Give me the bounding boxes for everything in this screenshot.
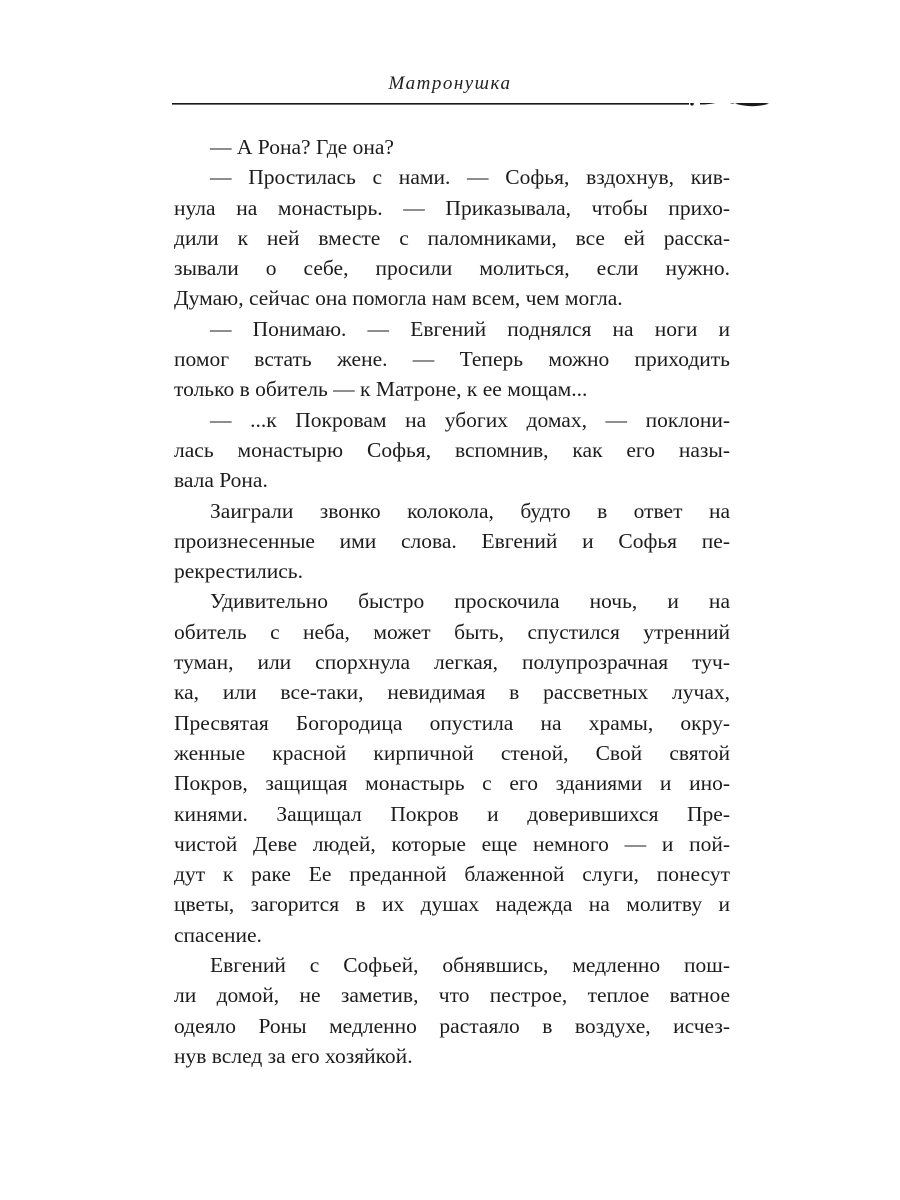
header-ornament-rule <box>172 103 772 121</box>
body-text-line: рекрестились. <box>174 559 303 584</box>
body-text-line: зывали о себе, просили молиться, если нужно. <box>174 256 730 281</box>
body-text-line: дили к ней вместе с паломниками, все ей расска- <box>174 225 730 250</box>
body-text-line: обитель с неба, может быть, спустился утренний <box>174 619 730 644</box>
body-text-line: нув вслед за его хозяйкой. <box>174 1043 413 1068</box>
body-text-line: — ...к Покровам на убогих домах, — поклони- <box>210 407 730 432</box>
body-text-line: только в обитель — к Матроне, к ее мощам... <box>174 377 588 402</box>
body-text-line: туман, или спорхнула легкая, полупрозрачная туч- <box>174 650 730 675</box>
body-text-line: дут к раке Ее преданной блаженной слуги, понесут <box>174 862 730 887</box>
body-text-line: чистой Деве людей, которые еще немного — и пой- <box>174 831 730 856</box>
body-text-line: Удивительно быстро проскочила ночь, и на <box>210 589 730 614</box>
body-text-line: Покров, защищая монастырь с его зданиями и ино- <box>174 771 730 796</box>
body-text-line: ка, или все-таки, невидимая в рассветных лучах, <box>174 680 730 705</box>
body-text-line: цветы, загорится в их душах надежда на молитву и <box>174 892 730 917</box>
body-text-line: женные красной кирпичной стеной, Свой святой <box>174 740 730 765</box>
body-text-line: Заиграли звонко колокола, будто в ответ на <box>210 498 730 523</box>
body-text-line: кинями. Защищал Покров и доверившихся Пре- <box>174 801 730 826</box>
header-ornament-swirl <box>700 103 736 104</box>
body-text <box>174 132 730 1071</box>
body-text-line: одеяло Роны медленно растаяло в воздухе, исчез- <box>174 1013 730 1038</box>
body-text-line: Евгений с Софьей, обнявшись, медленно пош- <box>210 953 730 978</box>
body-text-line: вала Рона. <box>174 468 268 493</box>
body-text-line: ли домой, не заметив, что пестрое, теплое ватное <box>174 983 730 1008</box>
body-text-line: — Простилась с нами. — Софья, вздохнув, кив- <box>210 165 730 190</box>
body-text-line: произнесенные ими слова. Евгений и Софья пе- <box>174 528 730 553</box>
body-text-line: Думаю, сейчас она помогла нам всем, чем могла. <box>174 286 623 311</box>
header-ornament-leaf <box>735 103 769 106</box>
body-text-line: — Понимаю. — Евгений поднялся на ноги и <box>210 316 730 341</box>
header-ornament-dot <box>690 103 694 106</box>
body-text-line: нула на монастырь. — Приказывала, чтобы прихо- <box>174 195 730 220</box>
body-text-line: Пресвятая Богородица опустила на храмы, окру- <box>174 710 730 735</box>
running-head-title: Матронушка <box>388 73 512 94</box>
body-text-line: спасение. <box>174 922 262 947</box>
body-text-line: помог встать жене. — Теперь можно приходить <box>174 347 730 372</box>
body-text-line: — А Рона? Где она? <box>210 135 394 159</box>
body-text-line: лась монастырю Софья, вспомнив, как его назы- <box>174 437 730 462</box>
